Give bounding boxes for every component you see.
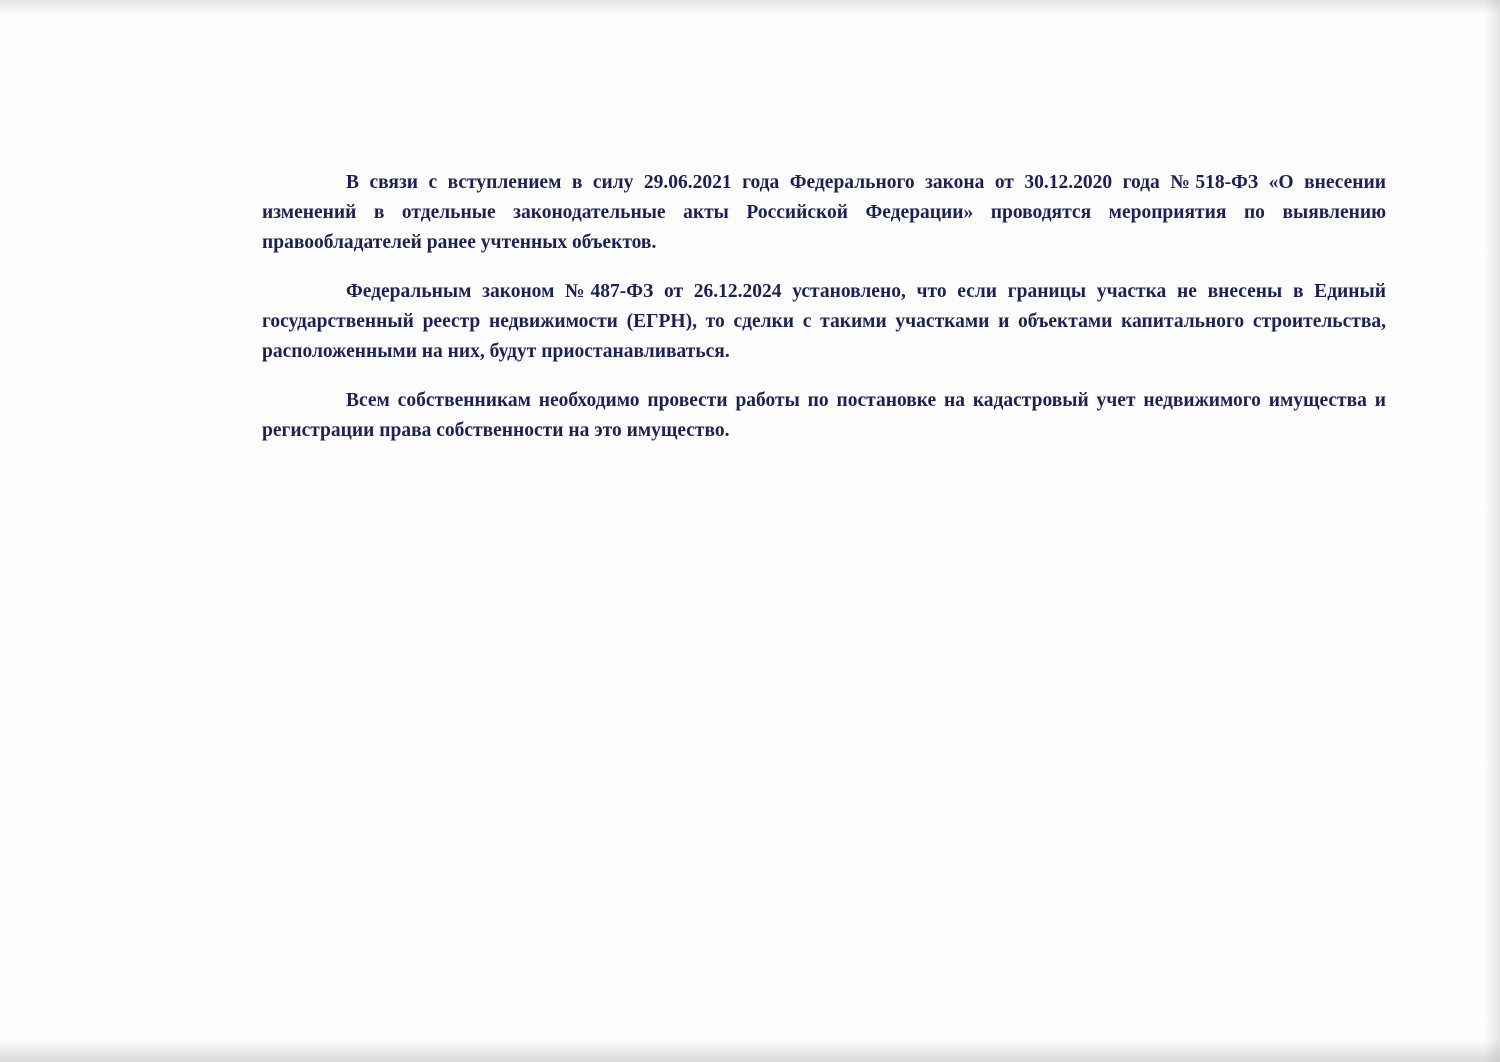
paragraph-law-518: В связи с вступлением в силу 29.06.2021 года Федерального закона от 30.12.2020 года №518-ФЗ «О внесении изменений в отдельные законодательные акты Российской Федерации» проводятся мероприятия по выявлению правообладателей ранее учтенных объектов. (262, 172, 1386, 253)
page-shadow-bottom (0, 1040, 1500, 1062)
paragraph-law-487: Федеральным законом №487-ФЗ от 26.12.2024 установлено, что если границы участка не внесены в Единый государственный реестр недвижимости (ЕГРН), то сделки с такими участками и объектами капитального строительства, расположенными на них, будут приостанавливаться. (262, 281, 1386, 362)
page-shadow-right (1484, 0, 1500, 1062)
document-body (262, 168, 1386, 465)
page-shadow-top (0, 0, 1500, 14)
paragraph-owners-notice: Всем собственникам необходимо провести работы по постановке на кадастровый учет недвижимого имущества и регистрации права собственности на это имущество. (262, 390, 1386, 441)
